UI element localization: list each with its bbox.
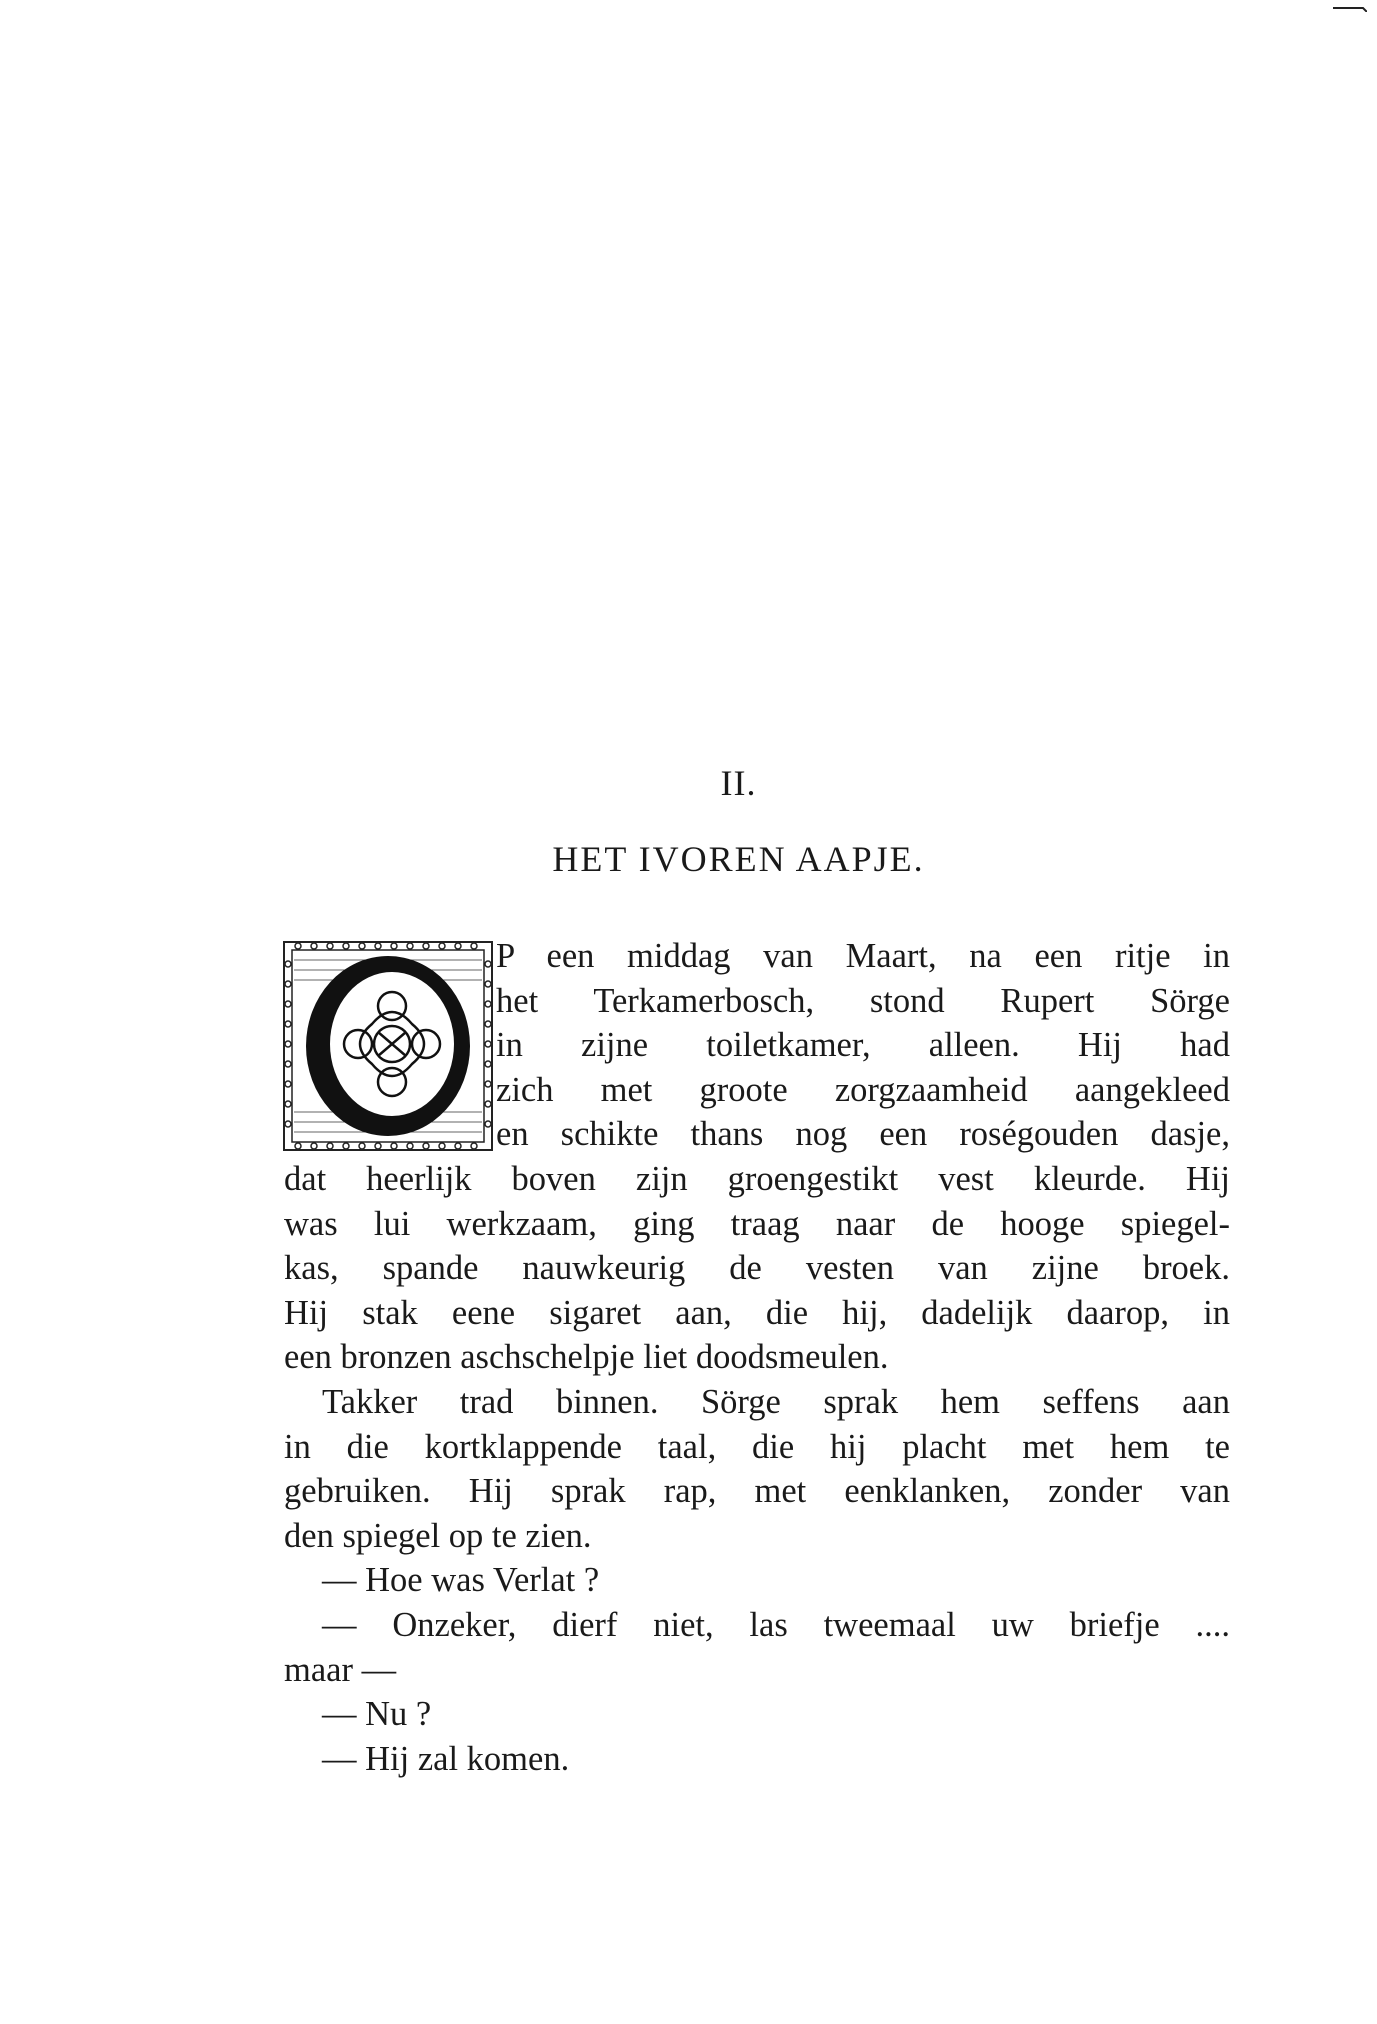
dialogue-line: — Hij zal komen. xyxy=(322,1739,570,1778)
text-line: P een middag van Maart, na een ritje in xyxy=(496,937,1230,975)
text-line: Hij stak eene sigaret aan, die hij, dadelijk daarop, in xyxy=(284,1293,1230,1332)
dialogue-line: — Nu ? xyxy=(322,1695,432,1734)
text-line: kas, spande nauwkeurig de vesten van zijne broek. xyxy=(284,1249,1230,1288)
text-line: dat heerlijk boven zijn groengestikt vest kleurde. Hij xyxy=(284,1159,1230,1198)
dialogue-line: — Hoe was Verlat ? xyxy=(322,1561,600,1600)
text-line: Takker trad binnen. Sörge sprak hem seffens aan xyxy=(322,1382,1230,1421)
text-line: en schikte thans nog een roségouden dasje, xyxy=(496,1115,1230,1154)
dialogue-line: maar — xyxy=(284,1650,397,1689)
text-line: in die kortklappende taal, die hij placht met hem te xyxy=(284,1427,1230,1466)
body-text xyxy=(284,934,1230,1781)
text-line: den spiegel op te zien. xyxy=(284,1516,592,1555)
ornamental-drop-cap-o-icon xyxy=(282,940,494,1152)
text-line: een bronzen aschschelpje liet doodsmeulen. xyxy=(284,1338,889,1377)
text-line: gebruiken. Hij sprak rap, met eenklanken, zonder van xyxy=(284,1472,1230,1511)
text-line: was lui werkzaam, ging traag naar de hooge spiegel- xyxy=(284,1204,1230,1243)
text-line: in zijne toiletkamer, alleen. Hij had xyxy=(496,1026,1230,1065)
chapter-number: II. xyxy=(720,763,757,803)
text-line: zich met groote zorgzaamheid aangekleed xyxy=(496,1070,1230,1109)
chapter-title: HET IVOREN AAPJE. xyxy=(552,839,925,879)
dialogue-line: — Onzeker, dierf niet, las tweemaal uw briefje .... xyxy=(322,1605,1230,1644)
corner-mark xyxy=(1333,6,1367,12)
text-line: het Terkamerbosch, stond Rupert Sörge xyxy=(496,981,1230,1020)
